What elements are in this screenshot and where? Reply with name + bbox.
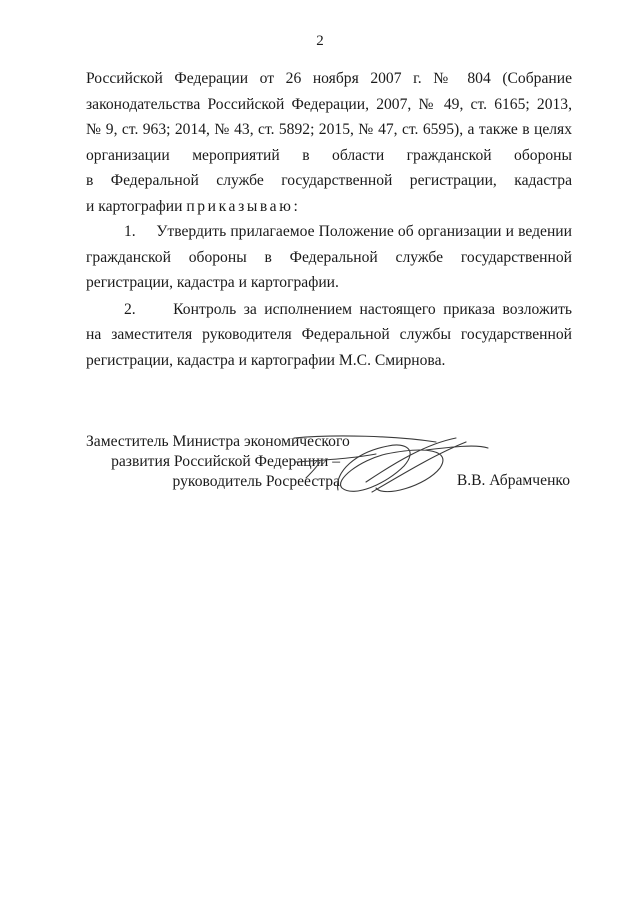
text-line: гражданской обороны в Федеральной службе государственной xyxy=(86,248,572,266)
text-line: 2. Контроль за исполнением настоящего приказа возложить xyxy=(124,300,572,318)
text-line: № 9, ст. 963; 2014, № 43, ст. 5892; 2015, № 47, ст. 6595), а также в целях xyxy=(86,121,572,138)
text-line: регистрации, кадастра и картографии. xyxy=(86,274,339,291)
order-clause-start: и картографии xyxy=(86,197,183,215)
text-line: в Федеральной службе государственной регистрации, кадастра xyxy=(86,172,572,189)
signatory-title-line: развития Российской Федерации – xyxy=(111,453,340,470)
signatory-title-line: руководитель Росреестра xyxy=(172,473,340,490)
text-line: на заместителя руководителя Федеральной службы государственной xyxy=(86,326,572,343)
order-word: приказываю: xyxy=(186,197,301,215)
item-1 xyxy=(86,219,572,296)
text-line: регистрации, кадастра и картографии М.С. Смирнова. xyxy=(86,351,446,369)
text-line: законодательства Российской Федерации, 2007, № 49, ст. 6165; 2013, xyxy=(86,95,572,113)
text-line: 1. Утвердить прилагаемое Положение об организации и ведении xyxy=(124,223,572,240)
signatory-title-line: Заместитель Министра экономического xyxy=(86,433,350,450)
signature-block xyxy=(86,432,572,512)
text-line: Российской Федерации от 26 ноября 2007 г. № 804 (Собрание xyxy=(86,70,572,87)
signatory-name: В.В. Абрамченко xyxy=(456,472,570,489)
paragraph-preamble-continued xyxy=(86,66,572,219)
text-line: организации мероприятий в области гражданской обороны xyxy=(86,146,572,164)
document-body xyxy=(86,66,572,373)
item-2 xyxy=(86,297,572,374)
text-line-order-clause xyxy=(86,194,572,220)
page-number: 2 xyxy=(316,33,324,49)
